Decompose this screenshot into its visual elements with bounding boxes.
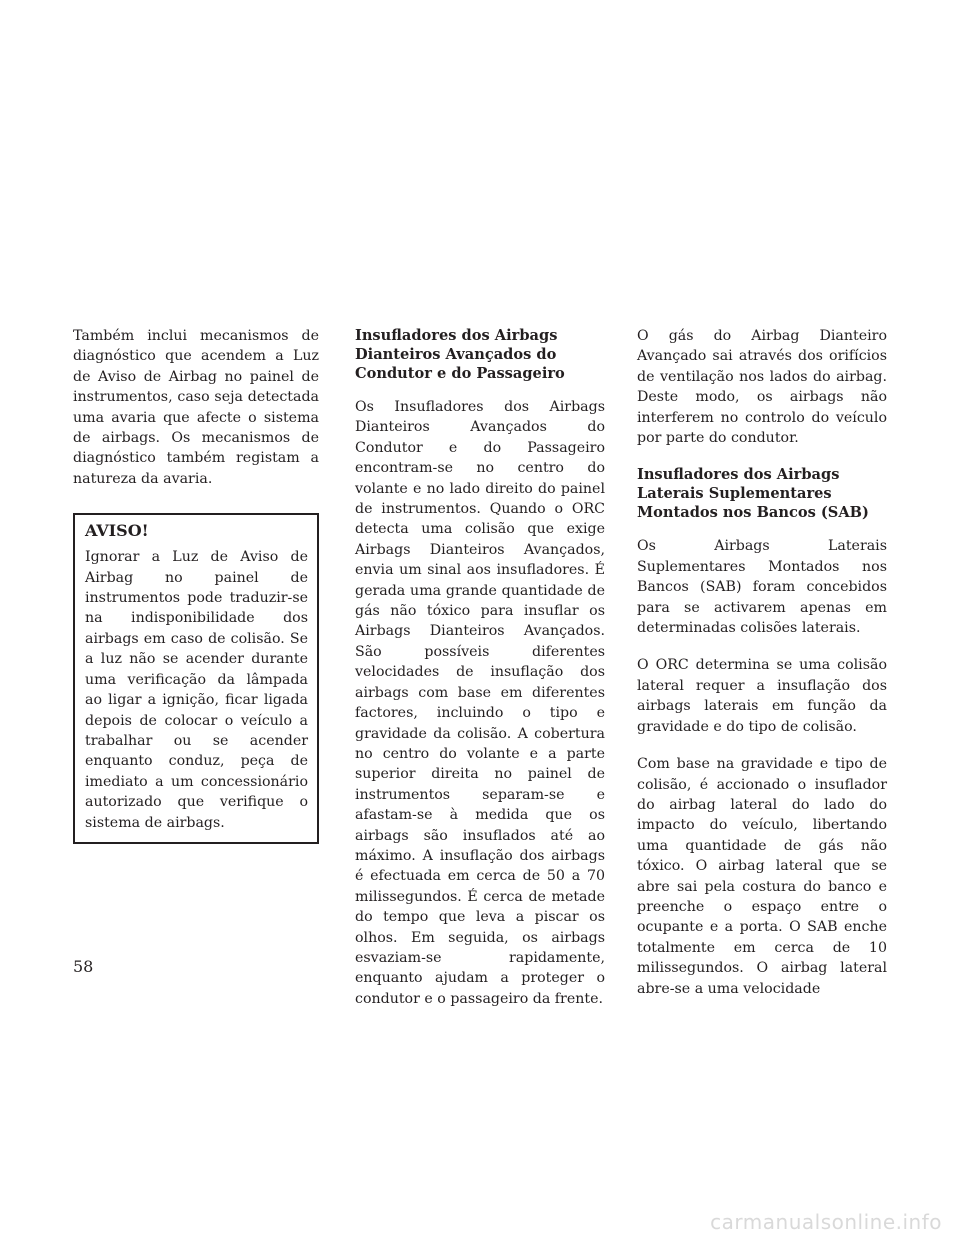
warning-box bbox=[73, 513, 319, 844]
front-airbag-paragraph: Os Insufladores dos Airbags Dianteiros Avançados do Condutor e do Passageiro encontram-se no centro do volante e no lado direito do painel de instrumentos. Quando o ORC detecta uma colisão que exige Airbags Dianteiros Avançados, envia um sinal aos insufladores. É gerada uma grande quantidade de gás não tóxico para insuflar os Airbags Dianteiros Avançados. São possíveis diferentes velocidades de insuflação dos airbags com base em diferentes factores, incluindo o tipo e gravidade da colisão. A cobertura no centro do volante e a parte superior direita no painel de instrumentos separam-se e afastam-se à medida que os airbags são insuflados até ao máximo. A insuflação dos airbags é efectuada em cerca de 50 a 70 milissegundos. É cerca de metade do tempo que leva a piscar os olhos. Em seguida, os airbags esvaziam-se rapidamente, enquanto ajudam a proteger o condutor e o passageiro da frente. bbox=[355, 399, 605, 1007]
orc-paragraph: O ORC determina se uma colisão lateral requer a insuflação dos airbags laterais em função da gravidade e do tipo de colisão. bbox=[637, 657, 887, 735]
watermark: carmanualsonline.info bbox=[710, 1210, 942, 1234]
inflation-paragraph: Com base na gravidade e tipo de colisão, é accionado o insuflador do airbag lateral do lado do impacto do veículo, libertando uma quantidade de gás não tóxico. O airbag lateral que se abre sai pela costura do banco e preenche o espaço entre o ocupante e a porta. O SAB enche totalmente em cerca de 10 milissegundos. O airbag lateral abre-se a uma velocidade bbox=[637, 756, 887, 997]
warning-title: AVISO! bbox=[85, 521, 149, 541]
front-airbag-heading: Insufladores dos Airbags Dianteiros Avançados do Condutor e do Passageiro bbox=[355, 327, 565, 382]
middle-column bbox=[355, 326, 605, 1026]
intro-paragraph: Também inclui mecanismos de diagnóstico que acendem a Luz de Aviso de Airbag no painel de instrumentos, caso seja detectada uma avaria que afecte o sistema de airbags. Os mecanismos de diagnóstico também registam a natureza da avaria. bbox=[73, 328, 319, 487]
sab-intro-paragraph: Os Airbags Laterais Suplementares Montados nos Bancos (SAB) foram concebidos para se activarem apenas em determinadas colisões laterais. bbox=[637, 538, 887, 637]
side-airbag-heading: Insufladores dos Airbags Laterais Suplementares Montados nos Bancos (SAB) bbox=[637, 466, 869, 522]
page-number: 58 bbox=[73, 957, 94, 976]
warning-text: Ignorar a Luz de Aviso de Airbag no painel de instrumentos pode traduzir-se na indisponibilidade dos airbags em caso de colisão. Se a luz não se acender durante uma verificação da lâmpada ao ligar a ignição, ficar ligada depois de colocar o veículo a trabalhar ou se acender enquanto conduz, peça de imediato a um concessionário autorizado que verifique o sistema de airbags. bbox=[85, 549, 308, 831]
left-column bbox=[73, 326, 319, 844]
vent-paragraph: O gás do Airbag Dianteiro Avançado sai através dos orifícios de ventilação nos lados do airbag. Deste modo, os airbags não interferem no controlo do veículo por parte do condutor. bbox=[637, 328, 887, 447]
right-column bbox=[637, 326, 887, 1016]
